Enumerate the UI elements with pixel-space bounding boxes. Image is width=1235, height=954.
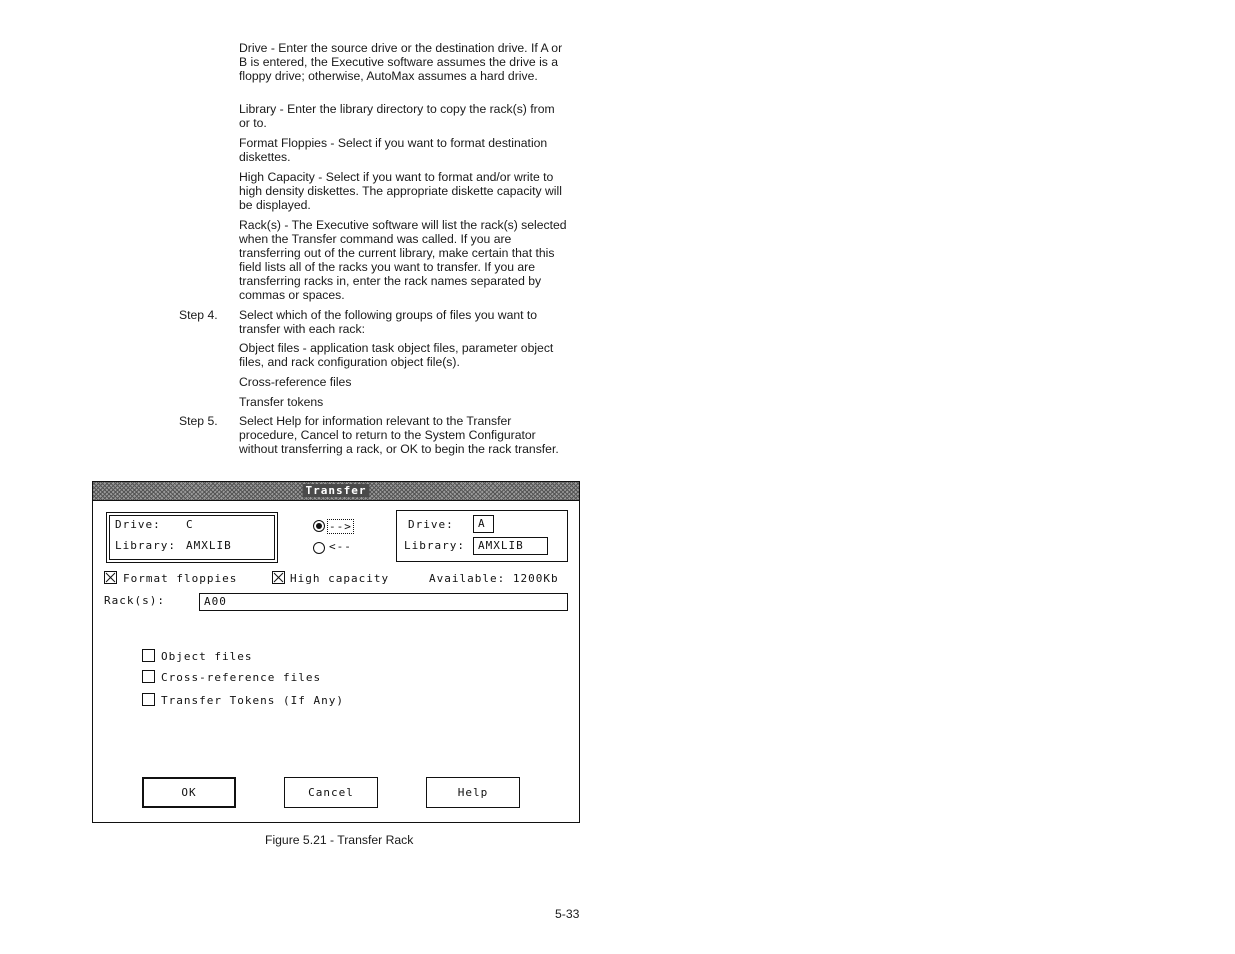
transfer-tokens-label: Transfer Tokens (If Any)	[161, 694, 344, 707]
dest-drive-label: Drive:	[408, 518, 454, 531]
transfer-tokens-checkbox[interactable]	[142, 693, 155, 706]
radio-unselected-icon[interactable]	[313, 542, 325, 554]
transfer-tokens-instruction: Transfer tokens	[239, 395, 324, 409]
dest-drive-value: A	[478, 517, 486, 530]
available-capacity: Available: 1200Kb	[429, 572, 559, 585]
racks-value: A00	[204, 595, 227, 608]
format-floppies-instruction: Format Floppies - Select if you want to format destination diskettes.	[239, 136, 548, 164]
step-4-text: Select which of the following groups of files you want to transfer with each rack:	[239, 308, 538, 336]
source-drive-value[interactable]: C	[186, 518, 194, 531]
help-button[interactable]	[426, 777, 520, 808]
dest-library-label: Library:	[404, 539, 465, 552]
dialog-titlebar[interactable]	[93, 482, 579, 501]
dest-drive-field[interactable]	[473, 515, 494, 533]
dest-library-value: AMXLIB	[478, 539, 524, 552]
transfer-dialog	[92, 481, 580, 823]
checkmark-x-icon	[273, 572, 284, 583]
ok-button[interactable]	[142, 777, 236, 808]
high-capacity-checkbox[interactable]	[272, 571, 285, 584]
help-button-label: Help	[457, 786, 489, 799]
dest-library-field[interactable]	[473, 537, 548, 555]
object-files-instruction: Object files - application task object files, parameter object files, and rack configuration object file(s).	[239, 341, 554, 369]
figure-caption: Figure 5.21 - Transfer Rack	[265, 833, 414, 847]
high-capacity-label: High capacity	[290, 572, 390, 585]
ok-button-label: OK	[181, 786, 197, 799]
format-floppies-checkbox[interactable]	[104, 571, 117, 584]
drive-instruction: Drive - Enter the source drive or the destination drive. If A or B is entered, the Executive software assumes the drive is a floppy drive; otherwise, AutoMax assumes a hard drive.	[239, 41, 563, 83]
xref-files-label: Cross-reference files	[161, 671, 322, 684]
direction-forward-option[interactable]	[327, 519, 354, 534]
direction-forward-label: -->	[329, 520, 352, 533]
cancel-button-label: Cancel	[308, 786, 354, 799]
object-files-label: Object files	[161, 650, 253, 663]
library-instruction: Library - Enter the library directory to copy the rack(s) from or to.	[239, 102, 555, 130]
cancel-button[interactable]	[284, 777, 378, 808]
xref-files-checkbox[interactable]	[142, 670, 155, 683]
source-library-value[interactable]: AMXLIB	[186, 539, 232, 552]
high-capacity-instruction: High Capacity - Select if you want to format and/or write to high density diskettes. The appropriate diskette capacity will be displayed.	[239, 170, 562, 212]
dialog-title: Transfer	[303, 484, 370, 497]
page-number: 5-33	[555, 907, 580, 921]
racks-input[interactable]	[199, 593, 568, 611]
step-5-text: Select Help for information relevant to the Transfer procedure, Cancel to return to the System Configurator without transferring a rack, or OK to begin the rack transfer.	[239, 414, 559, 456]
format-floppies-label: Format floppies	[123, 572, 238, 585]
source-library-label: Library:	[115, 539, 176, 552]
step-4-label: Step 4.	[179, 308, 218, 322]
source-drive-label: Drive:	[115, 518, 161, 531]
xref-files-instruction: Cross-reference files	[239, 375, 352, 389]
racks-instruction: Rack(s) - The Executive software will list the rack(s) selected when the Transfer command was called. If you are transferring out of the current library, make certain that this field lists all of the racks you want to transfer. If you are transferring racks in, enter the rack names separated by commas or spaces.	[239, 218, 567, 302]
checkmark-x-icon	[105, 572, 116, 583]
step-5-label: Step 5.	[179, 414, 218, 428]
radio-selected-icon[interactable]	[313, 520, 325, 532]
direction-backward-label[interactable]: <--	[329, 540, 352, 553]
racks-label: Rack(s):	[104, 594, 165, 607]
object-files-checkbox[interactable]	[142, 649, 155, 662]
